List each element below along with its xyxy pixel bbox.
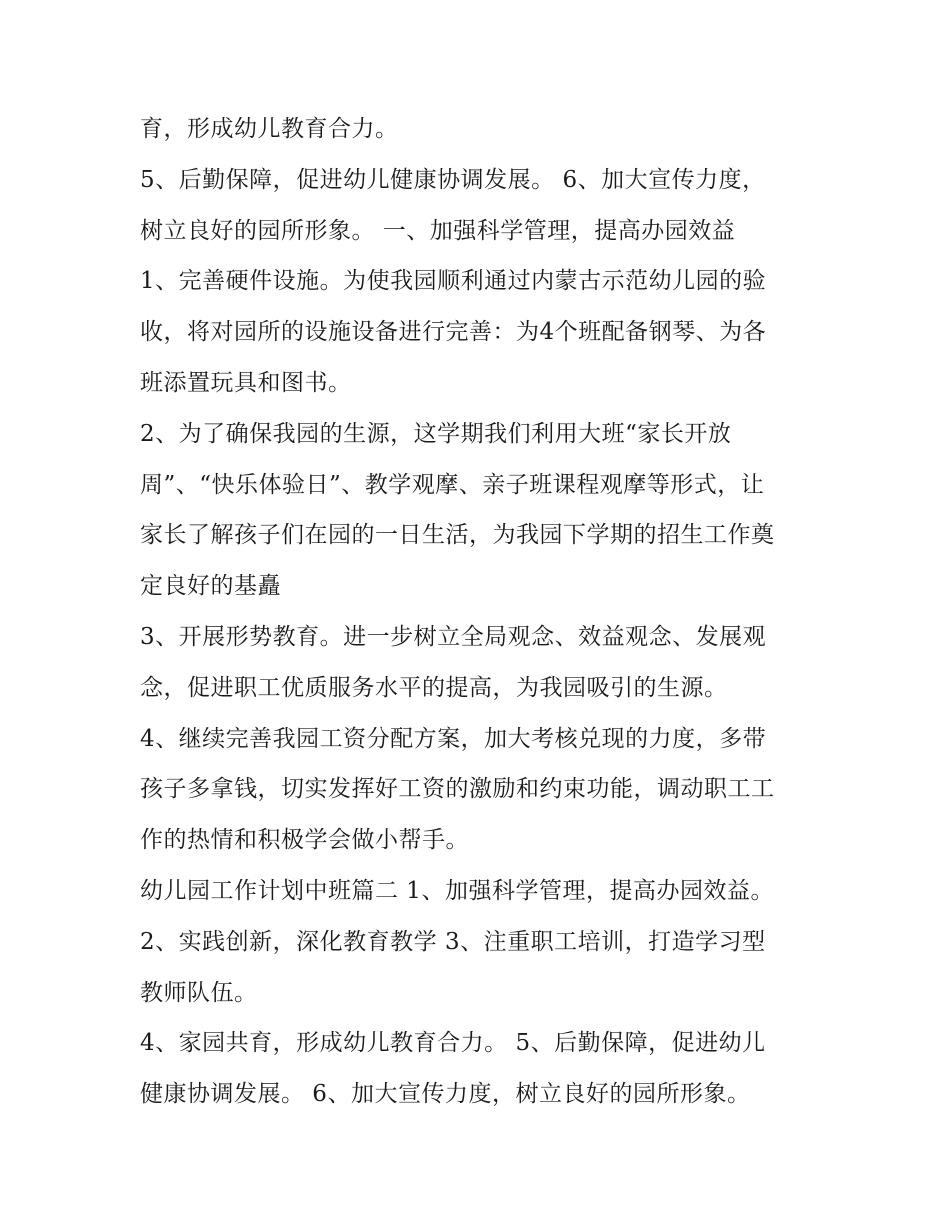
text-line: 念，促进职工优质服务水平的提高，为我园吸引的生源。 (140, 674, 728, 701)
text-line: 班添置玩具和图书。 (140, 369, 352, 396)
text-line: 育，形成幼儿教育合力。 (140, 116, 399, 142)
text-line: 2、实践创新，深化教育教学 3、注重职工培训，打造学习型 (140, 928, 766, 955)
text-line: 1、完善硬件设施。为使我园顺利通过内蒙古示范幼儿园的验 (140, 268, 767, 295)
text-line: 周”、“快乐体验日”、教学观摩、亲子班课程观摩等形式，让 (140, 471, 765, 498)
text-line: 树立良好的园所形象。 一、加强科学管理，提高办园效益 (140, 217, 736, 244)
text-line: 家长了解孩子们在园的一日生活，为我园下学期的招生工作奠 (140, 522, 775, 549)
text-line: 3、开展形势教育。进一步树立全局观念、效益观念、发展观 (140, 623, 767, 650)
text-line: 5、后勤保障，促进幼儿健康协调发展。 6、加大宣传力度， (140, 166, 766, 193)
text-line: 幼儿园工作计划中班篇二 1、加强科学管理，提高办园效益。 (140, 877, 774, 904)
text-line: 定良好的基矗 (140, 573, 281, 600)
text-line: 4、继续完善我园工资分配方案，加大考核兑现的力度，多带 (140, 725, 767, 752)
text-line: 作的热情和积极学会做小帮手。 (140, 827, 469, 854)
text-line: 2、为了确保我园的生源，这学期我们利用大班“家长开放 (140, 420, 732, 447)
document-body (140, 104, 820, 1120)
text-line: 4、家园共育，形成幼儿教育合力。 5、后勤保障，促进幼儿 (140, 1030, 766, 1057)
text-line: 健康协调发展。 6、加大宣传力度，树立良好的园所形象。 (140, 1081, 751, 1108)
text-line: 孩子多拿钱，切实发挥好工资的激励和约束功能，调动职工工 (140, 776, 775, 803)
text-line: 收，将对园所的设施设备进行完善：为4个班配备钢琴、为各 (140, 319, 767, 346)
text-line: 教师队伍。 (140, 979, 258, 1006)
